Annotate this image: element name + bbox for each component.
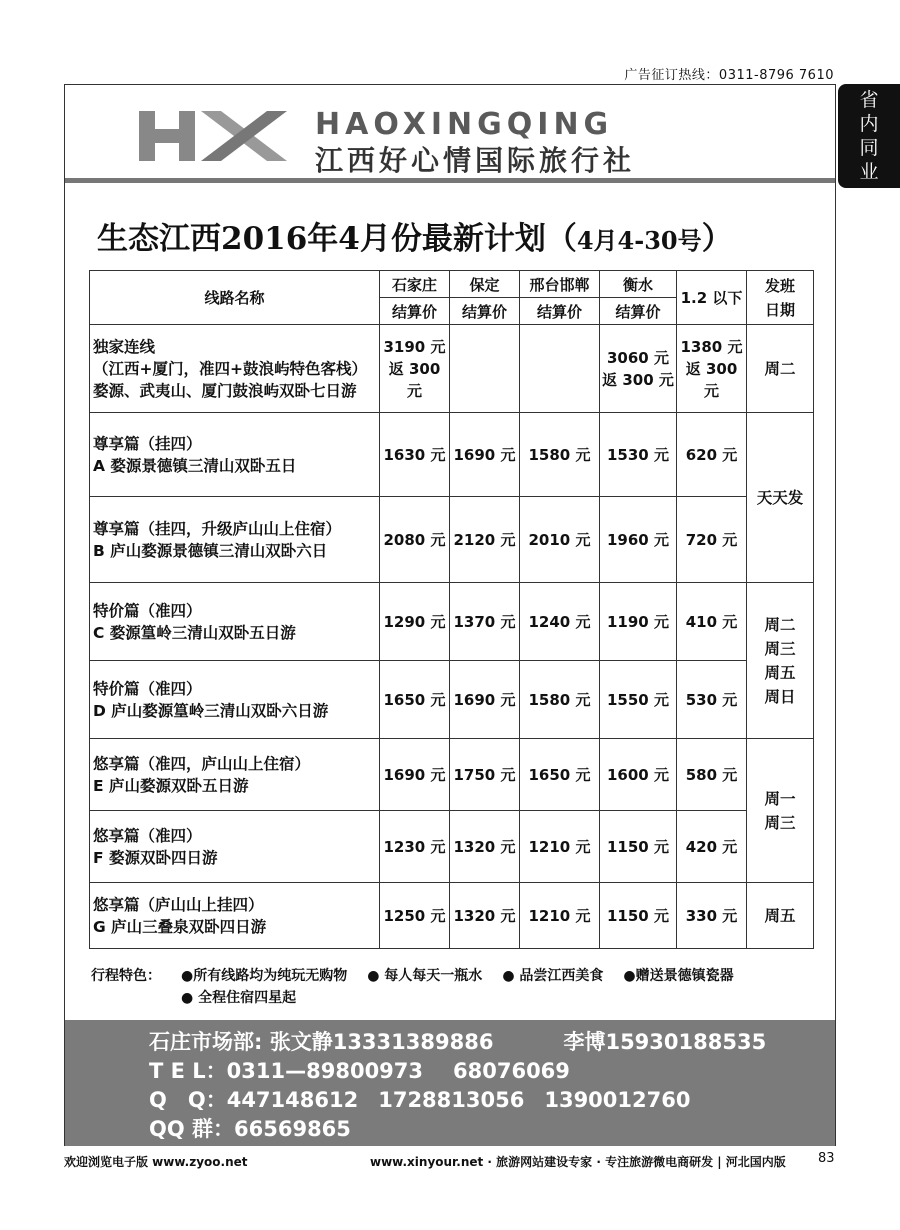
price-cell: 1150 元: [600, 883, 677, 949]
price-cell: 420 元: [677, 811, 747, 883]
price-cell: 1290 元: [380, 583, 450, 661]
table-row: [90, 325, 814, 413]
title-main: 生态江西2016年4月份最新计划（: [97, 221, 577, 257]
contact-panel: [65, 1020, 835, 1146]
price-cell: 1530 元: [600, 413, 677, 497]
price-cell: 1320 元: [450, 811, 520, 883]
date-cell: 周一 周三: [747, 739, 814, 883]
table-row: [90, 811, 814, 883]
feature-item: ● 全程住宿四星起: [181, 990, 297, 1006]
market-contact-second: 李博15930188535: [563, 1030, 767, 1054]
price-cell: 330 元: [677, 883, 747, 949]
price-cell: 530 元: [677, 661, 747, 739]
ad-frame: [64, 84, 836, 1146]
header-city: 邢台邯郸: [520, 271, 600, 298]
price-cell: 1690 元: [450, 413, 520, 497]
price-cell: 1210 元: [520, 811, 600, 883]
price-cell: 1690 元: [450, 661, 520, 739]
section-tab-char: 内: [859, 113, 879, 135]
header-price: 结算价: [380, 298, 450, 325]
route-cell: 独家连线 （江西+厦门，准四+鼓浪屿特色客栈） 婺源、武夷山、厦门鼓浪屿双卧七日游: [90, 325, 380, 413]
qq-contact: Q Q：447148612: [149, 1088, 359, 1112]
brand-english: HAOXINGQING: [315, 107, 614, 142]
table-row: [90, 413, 814, 497]
price-cell: 720 元: [677, 497, 747, 583]
table-row: [90, 739, 814, 811]
price-cell: 1550 元: [600, 661, 677, 739]
header-price: 结算价: [520, 298, 600, 325]
route-cell: 尊享篇（挂四，升级庐山山上住宿） B 庐山婺源景德镇三清山双卧六日: [90, 497, 380, 583]
title-date-range: 4月4-30号: [576, 226, 702, 255]
footer-right: www.xinyour.net · 旅游网站建设专家 · 专注旅游微电商研发 | 河北国内版: [370, 1155, 786, 1169]
feature-item: ● 品尝江西美食: [502, 968, 604, 984]
date-cell: 周二: [747, 325, 814, 413]
features-label: 行程特色：: [91, 968, 161, 984]
price-cell: 1630 元: [380, 413, 450, 497]
price-cell: 1750 元: [450, 739, 520, 811]
page-title: [97, 213, 733, 258]
price-cell: 1380 元 返 300 元: [677, 325, 747, 413]
price-cell: 1190 元: [600, 583, 677, 661]
header-price: 结算价: [450, 298, 520, 325]
table-row: [90, 497, 814, 583]
price-cell: 1960 元: [600, 497, 677, 583]
price-cell: 1650 元: [380, 661, 450, 739]
table-row: [90, 583, 814, 661]
section-tab-char: 省: [859, 89, 879, 111]
feature-item: ● 每人每天一瓶水: [367, 968, 483, 984]
market-contact: 石庄市场部: 张文静13331389886: [149, 1030, 494, 1054]
section-tab: [838, 84, 900, 188]
hotline: 广告征订热线：0311-8796 7610: [624, 68, 834, 83]
section-tab-char: 同: [859, 137, 879, 159]
table-row: [90, 661, 814, 739]
table-row: [90, 883, 814, 949]
price-cell: 1230 元: [380, 811, 450, 883]
date-cell: 周二 周三 周五 周日: [747, 583, 814, 739]
date-cell: 周五: [747, 883, 814, 949]
price-cell: [520, 325, 600, 413]
price-cell: [450, 325, 520, 413]
brand-chinese: 江西好心情国际旅行社: [315, 144, 636, 177]
route-cell: 尊享篇（挂四） A 婺源景德镇三清山双卧五日: [90, 413, 380, 497]
price-cell: 580 元: [677, 739, 747, 811]
header-city: 石家庄: [380, 271, 450, 298]
price-cell: 1150 元: [600, 811, 677, 883]
logo-band: [65, 85, 835, 183]
price-cell: 1580 元: [520, 661, 600, 739]
tel-contact-second: 68076069: [453, 1059, 570, 1083]
qq-group: QQ 群：66569865: [149, 1117, 351, 1141]
price-cell: 3190 元 返 300 元: [380, 325, 450, 413]
trip-features: [91, 965, 754, 1009]
header-child: 1.2 以下: [677, 271, 747, 325]
price-cell: 1210 元: [520, 883, 600, 949]
header-price: 结算价: [600, 298, 677, 325]
footer-left: 欢迎浏览电子版 www.zyoo.net: [64, 1155, 248, 1169]
price-cell: 410 元: [677, 583, 747, 661]
price-cell: 1370 元: [450, 583, 520, 661]
title-close: ）: [701, 221, 733, 257]
header-dates: 发班日期: [747, 271, 814, 325]
price-cell: 1600 元: [600, 739, 677, 811]
route-cell: 特价篇（准四） D 庐山婺源篁岭三清山双卧六日游: [90, 661, 380, 739]
page-number: 83: [818, 1151, 835, 1166]
tel-contact: T E L：0311—89800973: [149, 1059, 424, 1083]
route-cell: 悠享篇（准四，庐山山上住宿） E 庐山婺源双卧五日游: [90, 739, 380, 811]
price-cell: 1320 元: [450, 883, 520, 949]
price-cell: 3060 元 返 300 元: [600, 325, 677, 413]
price-cell: 1250 元: [380, 883, 450, 949]
route-cell: 特价篇（准四） C 婺源篁岭三清山双卧五日游: [90, 583, 380, 661]
route-cell: 悠享篇（准四） F 婺源双卧四日游: [90, 811, 380, 883]
price-cell: 2120 元: [450, 497, 520, 583]
qq-contact-third: 1390012760: [544, 1088, 691, 1112]
feature-item: ●所有线路均为纯玩无购物: [181, 968, 348, 984]
price-cell: 1650 元: [520, 739, 600, 811]
price-cell: 2010 元: [520, 497, 600, 583]
price-cell: 1690 元: [380, 739, 450, 811]
qq-contact-second: 1728813056: [378, 1088, 525, 1112]
feature-item: ●赠送景德镇瓷器: [623, 968, 734, 984]
section-tab-char: 业: [859, 161, 879, 183]
header-city: 衡水: [600, 271, 677, 298]
route-cell: 悠享篇（庐山山上挂四） G 庐山三叠泉双卧四日游: [90, 883, 380, 949]
hx-logo-icon: [139, 107, 289, 165]
price-cell: 1580 元: [520, 413, 600, 497]
header-route: 线路名称: [90, 271, 380, 325]
price-cell: 2080 元: [380, 497, 450, 583]
date-cell: 天天发: [747, 413, 814, 583]
header-city: 保定: [450, 271, 520, 298]
price-cell: 620 元: [677, 413, 747, 497]
route-price-table: [89, 270, 814, 949]
price-cell: 1240 元: [520, 583, 600, 661]
